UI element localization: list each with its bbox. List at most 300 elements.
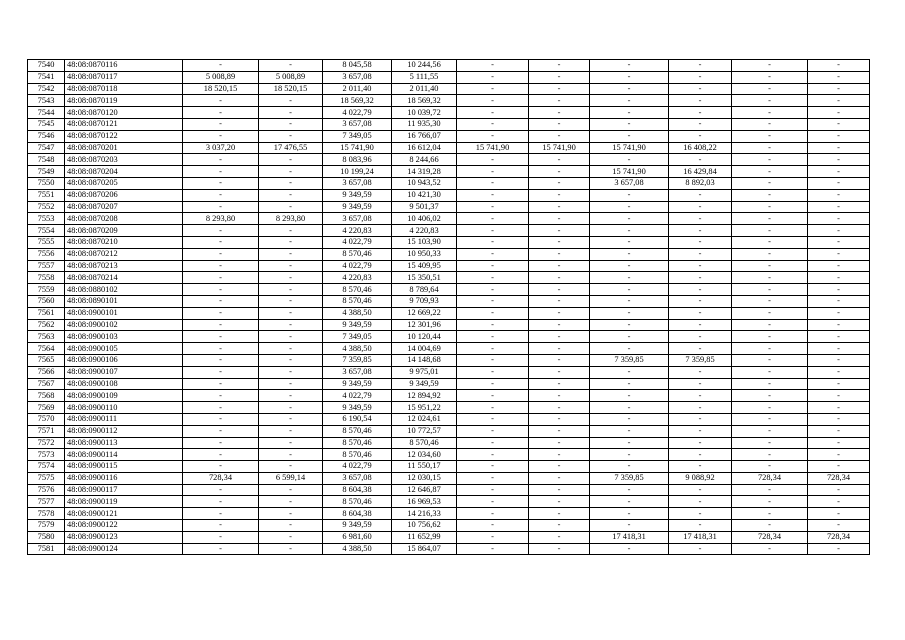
table-row (28, 343, 870, 355)
table-cell: 48:08:0870203 (65, 154, 183, 166)
table-cell: 7540 (28, 60, 65, 72)
table-cell: - (732, 343, 808, 355)
table-cell: - (732, 307, 808, 319)
table-cell: - (808, 343, 870, 355)
table-cell: 48:08:0880102 (65, 284, 183, 296)
table-cell: 8 293,80 (259, 213, 323, 225)
table-cell: - (529, 496, 590, 508)
table-cell: - (259, 284, 323, 296)
table-cell: - (259, 543, 323, 555)
table-cell: - (669, 343, 732, 355)
table-cell: - (529, 177, 590, 189)
table-cell: 6 190,54 (323, 413, 392, 425)
table-cell: - (590, 496, 669, 508)
table-row (28, 413, 870, 425)
table-cell: - (732, 130, 808, 142)
table-row (28, 142, 870, 154)
table-cell: - (529, 531, 590, 543)
table-cell: 7570 (28, 413, 65, 425)
table-cell: - (183, 236, 259, 248)
table-cell: - (590, 520, 669, 532)
table-cell: 18 569,32 (323, 95, 392, 107)
table-cell: 12 894,92 (392, 390, 457, 402)
table-cell: 48:08:0870116 (65, 60, 183, 72)
table-cell: - (259, 201, 323, 213)
table-cell: 48:08:0870122 (65, 130, 183, 142)
table-cell: - (259, 260, 323, 272)
table-cell: 48:08:0900108 (65, 378, 183, 390)
table-cell: - (183, 531, 259, 543)
table-cell: - (669, 425, 732, 437)
table-cell: - (183, 449, 259, 461)
table-cell: - (529, 130, 590, 142)
table-cell: - (669, 378, 732, 390)
table-cell: - (590, 154, 669, 166)
table-cell: - (457, 177, 529, 189)
table-cell: - (529, 354, 590, 366)
table-cell: - (732, 154, 808, 166)
table-cell: - (732, 236, 808, 248)
table-cell: 48:08:0870214 (65, 272, 183, 284)
table-cell: 7557 (28, 260, 65, 272)
table-cell: - (808, 354, 870, 366)
table-cell: - (183, 201, 259, 213)
table-cell: 10 199,24 (323, 166, 392, 178)
table-cell: - (457, 118, 529, 130)
table-cell: - (457, 508, 529, 520)
table-cell: - (808, 425, 870, 437)
table-cell: - (529, 425, 590, 437)
table-cell: - (669, 543, 732, 555)
table-cell: 48:08:0900121 (65, 508, 183, 520)
table-cell: 15 741,90 (529, 142, 590, 154)
table-cell: - (457, 343, 529, 355)
table-cell: - (669, 248, 732, 260)
table-cell: 4 388,50 (323, 307, 392, 319)
table-cell: 5 008,89 (183, 71, 259, 83)
table-row (28, 118, 870, 130)
table-cell: - (529, 107, 590, 119)
table-cell: 48:08:0870209 (65, 225, 183, 237)
table-cell: 48:08:0870119 (65, 95, 183, 107)
table-row (28, 260, 870, 272)
table-cell: - (457, 461, 529, 473)
table-cell: 4 388,50 (323, 343, 392, 355)
table-cell: 48:08:0900123 (65, 531, 183, 543)
table-cell: 48:08:0870206 (65, 189, 183, 201)
table-cell: - (808, 189, 870, 201)
table-cell: - (808, 390, 870, 402)
table-cell: - (259, 461, 323, 473)
table-cell: 7550 (28, 177, 65, 189)
table-cell: 9 349,59 (323, 520, 392, 532)
table-cell: 4 220,83 (392, 225, 457, 237)
table-cell: - (669, 496, 732, 508)
table-cell: 9 349,59 (323, 201, 392, 213)
table-cell: 48:08:0900119 (65, 496, 183, 508)
table-cell: - (259, 437, 323, 449)
table-cell: - (732, 166, 808, 178)
table-row (28, 425, 870, 437)
table-cell: - (529, 472, 590, 484)
table-row (28, 177, 870, 189)
table-cell: - (732, 272, 808, 284)
table-cell: 12 301,96 (392, 319, 457, 331)
table-cell: - (183, 402, 259, 414)
table-cell: 7560 (28, 295, 65, 307)
table-cell: - (808, 520, 870, 532)
table-cell: - (590, 260, 669, 272)
table-cell: - (529, 189, 590, 201)
table-cell: 48:08:0900115 (65, 461, 183, 473)
table-cell: 48:08:0870207 (65, 201, 183, 213)
table-cell: - (529, 484, 590, 496)
table-cell: - (590, 437, 669, 449)
table-cell: - (457, 260, 529, 272)
table-cell: 7564 (28, 343, 65, 355)
table-cell: - (529, 319, 590, 331)
table-cell: - (669, 118, 732, 130)
table-cell: 48:08:0900111 (65, 413, 183, 425)
data-table (27, 59, 870, 555)
table-cell: - (529, 71, 590, 83)
table-cell: - (590, 225, 669, 237)
table-cell: 8 570,46 (323, 425, 392, 437)
table-cell: - (732, 248, 808, 260)
table-cell: 10 772,57 (392, 425, 457, 437)
table-cell: - (183, 177, 259, 189)
table-cell: - (590, 319, 669, 331)
table-cell: - (808, 107, 870, 119)
table-cell: 10 421,30 (392, 189, 457, 201)
table-cell: - (669, 461, 732, 473)
table-cell: 3 037,20 (183, 142, 259, 154)
table-cell: - (183, 189, 259, 201)
table-row (28, 71, 870, 83)
table-cell: 8 789,64 (392, 284, 457, 296)
table-cell: 14 216,33 (392, 508, 457, 520)
table-cell: - (590, 402, 669, 414)
table-cell: - (808, 225, 870, 237)
table-cell: - (457, 366, 529, 378)
table-row (28, 154, 870, 166)
table-cell: - (529, 60, 590, 72)
table-cell: 7581 (28, 543, 65, 555)
table-cell: 3 657,08 (323, 177, 392, 189)
table-cell: - (732, 543, 808, 555)
table-cell: - (732, 95, 808, 107)
table-cell: - (590, 189, 669, 201)
table-cell: - (259, 130, 323, 142)
table-cell: 9 349,59 (323, 402, 392, 414)
table-cell: - (590, 413, 669, 425)
table-cell: - (183, 107, 259, 119)
table-cell: 48:08:0900112 (65, 425, 183, 437)
table-cell: - (669, 295, 732, 307)
table-cell: - (259, 166, 323, 178)
table-cell: - (259, 508, 323, 520)
table-cell: - (259, 520, 323, 532)
table-cell: - (183, 60, 259, 72)
table-cell: 4 220,83 (323, 225, 392, 237)
table-cell: 14 004,69 (392, 343, 457, 355)
table-cell: - (183, 437, 259, 449)
table-cell: 3 657,08 (323, 213, 392, 225)
table-cell: - (183, 343, 259, 355)
table-cell: - (457, 484, 529, 496)
table-cell: 48:08:0900101 (65, 307, 183, 319)
table-cell: 14 319,28 (392, 166, 457, 178)
table-cell: - (669, 213, 732, 225)
table-cell: - (590, 118, 669, 130)
table-cell: 12 669,22 (392, 307, 457, 319)
table-cell: - (732, 413, 808, 425)
table-cell: 10 120,44 (392, 331, 457, 343)
table-cell: - (529, 543, 590, 555)
table-cell: - (732, 402, 808, 414)
table-cell: - (732, 71, 808, 83)
table-row (28, 60, 870, 72)
table-cell: - (259, 425, 323, 437)
table-cell: 9 975,01 (392, 366, 457, 378)
table-cell: - (590, 331, 669, 343)
table-cell: - (457, 425, 529, 437)
table-cell: - (808, 154, 870, 166)
table-cell: 7545 (28, 118, 65, 130)
table-cell: - (590, 248, 669, 260)
table-cell: - (808, 213, 870, 225)
table-cell: - (183, 154, 259, 166)
table-cell: - (808, 60, 870, 72)
table-cell: 7 359,85 (590, 472, 669, 484)
table-cell: - (529, 402, 590, 414)
table-cell: 12 646,87 (392, 484, 457, 496)
table-cell: 16 612,04 (392, 142, 457, 154)
table-cell: 7571 (28, 425, 65, 437)
table-cell: - (529, 437, 590, 449)
table-cell: - (808, 83, 870, 95)
table-cell: 14 148,68 (392, 354, 457, 366)
table-cell: 15 951,22 (392, 402, 457, 414)
table-cell: 7576 (28, 484, 65, 496)
table-cell: - (732, 520, 808, 532)
table-cell: - (590, 107, 669, 119)
table-cell: - (259, 496, 323, 508)
table-row (28, 390, 870, 402)
table-cell: 8 083,96 (323, 154, 392, 166)
table-cell: - (808, 272, 870, 284)
table-cell: 48:08:0900106 (65, 354, 183, 366)
table-cell: 7577 (28, 496, 65, 508)
table-cell: - (669, 366, 732, 378)
table-cell: 15 409,95 (392, 260, 457, 272)
table-cell: 7555 (28, 236, 65, 248)
table-cell: - (529, 154, 590, 166)
table-cell: - (529, 272, 590, 284)
table-row (28, 107, 870, 119)
table-cell: 48:08:0870120 (65, 107, 183, 119)
table-cell: - (529, 307, 590, 319)
table-cell: - (183, 461, 259, 473)
table-cell: 16 969,53 (392, 496, 457, 508)
table-cell: 48:08:0890101 (65, 295, 183, 307)
table-cell: 7552 (28, 201, 65, 213)
table-cell: 3 657,08 (323, 366, 392, 378)
table-cell: - (669, 71, 732, 83)
table-cell: - (808, 248, 870, 260)
table-cell: - (457, 390, 529, 402)
table-cell: - (457, 496, 529, 508)
table-cell: 7559 (28, 284, 65, 296)
table-cell: 8 892,03 (669, 177, 732, 189)
table-cell: - (808, 95, 870, 107)
table-cell: 7551 (28, 189, 65, 201)
table-cell: - (590, 295, 669, 307)
table-cell: 48:08:0900110 (65, 402, 183, 414)
table-cell: - (457, 201, 529, 213)
table-cell: 10 406,02 (392, 213, 457, 225)
table-row (28, 437, 870, 449)
table-cell: - (457, 248, 529, 260)
table-cell: 18 520,15 (259, 83, 323, 95)
table-cell: - (457, 130, 529, 142)
table-cell: - (529, 366, 590, 378)
table-cell: - (183, 284, 259, 296)
table-cell: - (259, 413, 323, 425)
table-row (28, 130, 870, 142)
table-cell: - (529, 201, 590, 213)
table-cell: - (457, 543, 529, 555)
table-cell: - (669, 402, 732, 414)
table-cell: - (590, 272, 669, 284)
table-cell: - (732, 177, 808, 189)
table-cell: 11 935,30 (392, 118, 457, 130)
table-cell: - (732, 461, 808, 473)
table-cell: - (808, 295, 870, 307)
table-cell: - (669, 189, 732, 201)
table-cell: - (808, 142, 870, 154)
table-cell: - (590, 484, 669, 496)
table-cell: - (732, 107, 808, 119)
table-cell: - (808, 413, 870, 425)
table-cell: - (590, 130, 669, 142)
table-cell: - (259, 60, 323, 72)
table-cell: 48:08:0870208 (65, 213, 183, 225)
table-cell: 10 039,72 (392, 107, 457, 119)
table-cell: 48:08:0900116 (65, 472, 183, 484)
table-row (28, 248, 870, 260)
table-cell: 7556 (28, 248, 65, 260)
table-cell: - (259, 319, 323, 331)
table-cell: 4 022,79 (323, 236, 392, 248)
table-cell: - (590, 449, 669, 461)
table-cell: 9 088,92 (669, 472, 732, 484)
table-cell: - (183, 331, 259, 343)
table-row (28, 83, 870, 95)
table-cell: - (259, 177, 323, 189)
table-cell: 7573 (28, 449, 65, 461)
table-cell: - (457, 272, 529, 284)
table-cell: - (590, 390, 669, 402)
table-row (28, 272, 870, 284)
table-row (28, 484, 870, 496)
table-row (28, 378, 870, 390)
table-cell: - (590, 83, 669, 95)
table-cell: 15 741,90 (590, 166, 669, 178)
table-cell: - (183, 413, 259, 425)
table-cell: 48:08:0900103 (65, 331, 183, 343)
table-cell: 6 981,60 (323, 531, 392, 543)
table-cell: - (183, 520, 259, 532)
table-cell: 17 418,31 (590, 531, 669, 543)
table-cell: 15 741,90 (590, 142, 669, 154)
table-row (28, 201, 870, 213)
table-cell: - (259, 343, 323, 355)
table-cell: 17 476,55 (259, 142, 323, 154)
table-cell: - (529, 378, 590, 390)
table-cell: 48:08:0870204 (65, 166, 183, 178)
table-cell: 7541 (28, 71, 65, 83)
table-cell: 7558 (28, 272, 65, 284)
table-cell: - (590, 213, 669, 225)
table-cell: - (732, 201, 808, 213)
table-cell: - (457, 378, 529, 390)
table-cell: 7543 (28, 95, 65, 107)
table-cell: - (457, 531, 529, 543)
table-cell: 5 008,89 (259, 71, 323, 83)
table-cell: - (457, 413, 529, 425)
table-row (28, 213, 870, 225)
table-row (28, 166, 870, 178)
table-row (28, 236, 870, 248)
table-cell: - (259, 154, 323, 166)
table-cell: 728,34 (808, 531, 870, 543)
table-cell: - (732, 390, 808, 402)
table-cell: - (259, 236, 323, 248)
table-cell: - (669, 437, 732, 449)
table-cell: - (529, 331, 590, 343)
table-cell: - (590, 508, 669, 520)
table-cell: 17 418,31 (669, 531, 732, 543)
table-cell: 7568 (28, 390, 65, 402)
table-cell: - (457, 284, 529, 296)
table-cell: 7563 (28, 331, 65, 343)
table-cell: - (529, 449, 590, 461)
table-row (28, 295, 870, 307)
table-cell: - (183, 543, 259, 555)
table-cell: - (669, 484, 732, 496)
table-cell: - (808, 284, 870, 296)
table-cell: - (457, 319, 529, 331)
table-cell: 5 111,55 (392, 71, 457, 83)
table-cell: 12 030,15 (392, 472, 457, 484)
table-cell: - (259, 189, 323, 201)
table-cell: - (808, 177, 870, 189)
table-cell: - (732, 496, 808, 508)
table-cell: 8 293,80 (183, 213, 259, 225)
table-cell: - (457, 520, 529, 532)
table-cell: - (259, 295, 323, 307)
table-cell: 7546 (28, 130, 65, 142)
table-row (28, 331, 870, 343)
table-cell: - (529, 295, 590, 307)
table-cell: - (669, 60, 732, 72)
table-cell: - (669, 154, 732, 166)
table-cell: 9 349,59 (323, 189, 392, 201)
table-cell: 3 657,08 (323, 71, 392, 83)
table-cell: - (669, 260, 732, 272)
table-cell: 48:08:0900105 (65, 343, 183, 355)
